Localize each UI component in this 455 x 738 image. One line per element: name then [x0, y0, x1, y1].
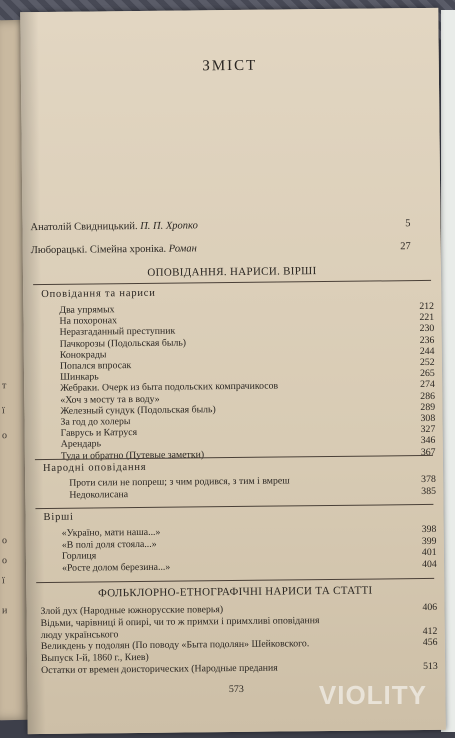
page-ref: 308	[420, 412, 436, 425]
page-ref: 244	[419, 345, 435, 357]
divider	[33, 280, 431, 285]
entry-title: Проти сили не попреш; з чим родився, з тим і вмреш	[69, 475, 290, 489]
page-ref: 406	[422, 601, 438, 614]
entry-title: Відьми, чарівниці й опирі, чи то ж примхи і примхливі оповідання	[40, 614, 320, 629]
left-mark: и	[2, 605, 8, 617]
divider	[35, 504, 433, 509]
entry-title: Неразгаданный преступник	[59, 325, 176, 339]
page-ref: 286	[420, 390, 436, 402]
left-mark: о	[2, 535, 7, 547]
entry-italic: П. П. Хропко	[140, 220, 198, 232]
entry-title: Гаврусь и Катруся	[60, 427, 138, 439]
book-page	[20, 8, 446, 734]
entry-text: Люборацькі. Сімейна хроніка.	[30, 243, 167, 257]
entry-title: Конокрады	[59, 349, 107, 361]
entry-italic: Роман	[168, 243, 197, 255]
entry-text: Анатолій Свидницький.	[30, 220, 138, 234]
entry-title: Шинкарь	[60, 371, 99, 383]
page-ref: 265	[419, 368, 435, 380]
page-ref: 252	[419, 356, 435, 369]
entry-title: Злой дух (Народные южнорусские поверья)	[40, 604, 224, 618]
left-mark: ї	[2, 405, 5, 417]
page-ref: 398	[421, 523, 437, 536]
page-number: 573	[228, 683, 244, 696]
page-ref: 212	[419, 300, 435, 313]
page-ref: 327	[420, 424, 436, 436]
entry-title: люду українського	[40, 628, 119, 641]
entry-title: Туда и обратно (Путевые заметки)	[60, 448, 205, 462]
entry-title: Недоколисана	[69, 489, 129, 501]
page-ref: 221	[419, 312, 435, 324]
left-mark: о	[2, 430, 7, 442]
toc-entry	[69, 485, 437, 501]
entry-title: «Україно, мати наша...»	[61, 526, 161, 539]
page-ref: 399	[421, 535, 437, 547]
subsection-heading: Народні оповідання	[42, 461, 147, 474]
section-heading: ФОЛЬКЛОРНО-ЕТНОГРАФІЧНІ НАРИСИ ТА СТАТТІ	[98, 584, 373, 600]
entry-title: Великдень у подолян (По поводу «Быта подолян» Шейковского.	[40, 638, 310, 653]
toc-entry	[61, 558, 437, 574]
entry-title: Горлиця	[61, 550, 97, 562]
left-mark: т	[2, 380, 7, 392]
entry-title: «В полі доля стояла...»	[61, 538, 157, 551]
subsection-heading: Вірші	[43, 511, 74, 523]
page-ref: 513	[423, 660, 438, 673]
page-title: ЗМІСТ	[202, 57, 258, 75]
page-ref: 236	[419, 334, 435, 346]
entry-title: Два упрямых	[59, 304, 115, 316]
page-ref: 274	[420, 379, 435, 391]
entry-title: За год до холеры	[60, 416, 131, 428]
entry-title: Попался впросак	[59, 360, 132, 372]
entry-title: Арендарь	[60, 438, 102, 451]
page-ref: 27	[400, 241, 411, 253]
entry-title: «Хоч з мосту та в воду»	[60, 393, 160, 406]
page-ref: 378	[421, 473, 436, 486]
page-ref: 385	[421, 485, 437, 498]
page-ref: 404	[421, 558, 437, 570]
subsection-heading: Оповідання та нариси	[41, 287, 156, 301]
section-heading: ОПОВІДАННЯ. НАРИСИ. ВІРШІ	[147, 265, 317, 279]
toc-entry	[30, 218, 410, 233]
page-ref: 230	[419, 323, 435, 335]
entry-title: Железный сундук (Подольская быль)	[60, 403, 216, 417]
left-mark: о	[2, 555, 7, 567]
left-mark: ї	[2, 575, 5, 587]
page-ref: 412	[422, 625, 438, 637]
entry-title: Пачкорозы (Подольская быль)	[59, 337, 187, 350]
page-ref: 346	[420, 435, 436, 447]
page-ref: 289	[420, 401, 436, 413]
page-ref: 456	[422, 637, 438, 649]
toc-entry	[31, 241, 411, 256]
entry-title: На похоронах	[59, 315, 118, 328]
toc-entry	[41, 660, 438, 677]
watermark-logo: VIOLITY	[318, 680, 427, 710]
page-ref: 367	[420, 446, 436, 458]
entry-title: Жебраки. Очерк из быта подольских компрачикосов	[60, 380, 279, 395]
page-ref: 5	[405, 218, 411, 230]
entry-title: Остатки от времен доисторических (Народные предания	[41, 662, 278, 677]
divider	[36, 578, 434, 583]
entry-title: «Росте долом березина...»	[61, 561, 171, 574]
entry-title: Выпуск I-й, 1860 г., Киев)	[40, 652, 149, 665]
page-ref: 401	[421, 546, 437, 559]
